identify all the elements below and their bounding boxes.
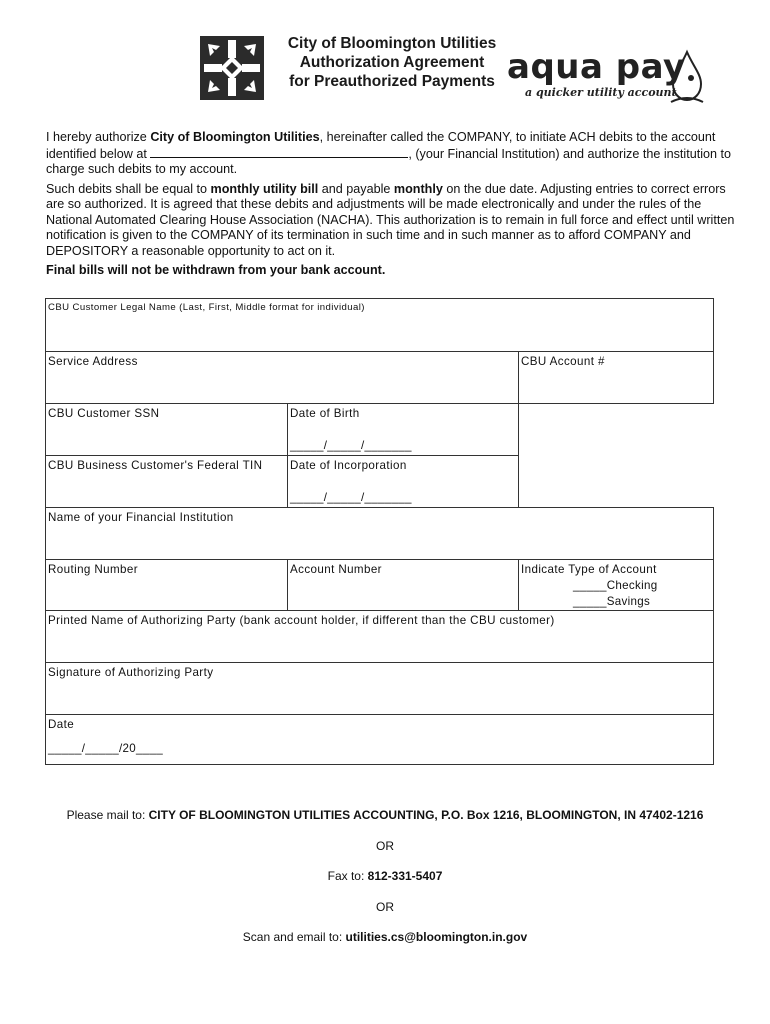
date-blank: _____/_____/20____ bbox=[48, 742, 164, 755]
authorization-form bbox=[45, 298, 714, 765]
agreement-title bbox=[277, 34, 507, 91]
company-name: City of Bloomington Utilities bbox=[150, 130, 320, 144]
financial-institution-label: Name of your Financial Institution bbox=[48, 511, 234, 524]
monthly-utility-bill: monthly utility bill bbox=[210, 181, 319, 196]
paragraph-authorize bbox=[46, 130, 736, 178]
printed-name-field[interactable] bbox=[45, 610, 714, 663]
service-address-label: Service Address bbox=[48, 355, 138, 368]
date-of-incorporation-field[interactable] bbox=[287, 455, 519, 508]
signature-field[interactable] bbox=[45, 662, 714, 715]
financial-institution-blank[interactable] bbox=[150, 146, 408, 158]
cbu-account-label: CBU Account # bbox=[521, 355, 605, 368]
routing-number-field[interactable] bbox=[45, 559, 288, 611]
monthly-word: monthly bbox=[393, 181, 443, 196]
title-line-3: for Preauthorized Payments bbox=[289, 73, 495, 90]
aqua-pay-logo bbox=[507, 48, 707, 118]
federal-tin-field[interactable] bbox=[45, 455, 288, 508]
date-of-birth-field[interactable] bbox=[287, 403, 519, 456]
city-of-bloomington-logo bbox=[200, 36, 264, 100]
legal-name-label: CBU Customer Legal Name (Last, First, Middle format for individual) bbox=[48, 302, 365, 313]
account-number-label: Account Number bbox=[290, 563, 382, 576]
title-line-1: City of Bloomington Utilities bbox=[287, 35, 497, 52]
mail-instructions bbox=[0, 808, 770, 822]
aqua-pay-tagline: a quicker utility account bbox=[525, 86, 677, 99]
debits-text-start: Such debits shall be equal to bbox=[46, 181, 211, 196]
title-line-2: Authorization Agreement bbox=[299, 54, 485, 71]
authorize-text-middle: , hereinafter called the COMPANY, to initiate ACH debits to the account identified below at bbox=[46, 130, 716, 161]
checking-option[interactable]: _____Checking bbox=[573, 579, 658, 592]
date-of-birth-label: Date of Birth bbox=[290, 407, 360, 420]
email-address: utilities.cs@bloomington.in.gov bbox=[345, 930, 528, 944]
ssn-label: CBU Customer SSN bbox=[48, 407, 160, 420]
date-of-incorporation-label: Date of Incorporation bbox=[290, 459, 407, 472]
signature-label: Signature of Authorizing Party bbox=[48, 666, 214, 679]
account-number-field[interactable] bbox=[287, 559, 519, 611]
water-drop-icon bbox=[667, 48, 707, 108]
authorize-text-end: , (your Financial Institution) and authorize the institution to charge such debits to my account. bbox=[46, 146, 732, 176]
mail-address: CITY OF BLOOMINGTON UTILITIES ACCOUNTING, P.O. Box 1216, BLOOMINGTON, IN 47402-1216 bbox=[148, 808, 704, 822]
date-of-incorporation-blank: _____/_____/_______ bbox=[290, 491, 412, 504]
savings-option[interactable]: _____Savings bbox=[573, 595, 651, 608]
document-header bbox=[0, 30, 770, 110]
aqua-pay-wordmark: aqua pay bbox=[507, 47, 686, 87]
financial-institution-field[interactable] bbox=[45, 507, 714, 560]
printed-name-label: Printed Name of Authorizing Party (bank account holder, if different than the CBU customer) bbox=[48, 614, 555, 627]
debits-text-middle: and payable bbox=[318, 181, 394, 196]
account-type-field[interactable] bbox=[518, 559, 714, 611]
email-instructions bbox=[0, 930, 770, 944]
fax-number: 812-331-5407 bbox=[367, 869, 443, 883]
authorization-text bbox=[46, 130, 736, 283]
routing-number-label: Routing Number bbox=[48, 563, 139, 576]
cbu-account-field[interactable] bbox=[518, 351, 714, 404]
fax-instructions bbox=[0, 869, 770, 883]
legal-name-field[interactable] bbox=[45, 298, 714, 352]
fax-label: Fax to: bbox=[327, 869, 368, 883]
paragraph-debits bbox=[46, 182, 736, 260]
authorize-text-start: I hereby authorize bbox=[46, 130, 151, 144]
service-address-field[interactable] bbox=[45, 351, 519, 404]
email-label: Scan and email to: bbox=[242, 930, 346, 944]
ssn-field[interactable] bbox=[45, 403, 288, 456]
or-separator-1: OR bbox=[376, 839, 394, 853]
federal-tin-label: CBU Business Customer's Federal TIN bbox=[48, 459, 263, 472]
date-of-birth-blank: _____/_____/_______ bbox=[290, 439, 412, 452]
mail-label: Please mail to: bbox=[66, 808, 149, 822]
account-type-label: Indicate Type of Account bbox=[521, 563, 657, 576]
final-bills-notice: Final bills will not be withdrawn from your bank account. bbox=[46, 263, 386, 277]
or-separator-2: OR bbox=[376, 900, 394, 914]
debits-text-end: on the due date. Adjusting entries to correct errors are so authorized. It is agreed that these debits and adjustments will be made electronically and under the rules of the National Automated Clearing House Association (NACHA). This authorization is to remain in full force and effect until written notification is given to the COMPANY of its termination in such time and in such manner as to afford COMPANY and DEPOSITORY a reasonable opportunity to act on it. bbox=[46, 181, 735, 258]
date-label: Date bbox=[48, 718, 75, 731]
date-field[interactable] bbox=[45, 714, 714, 765]
